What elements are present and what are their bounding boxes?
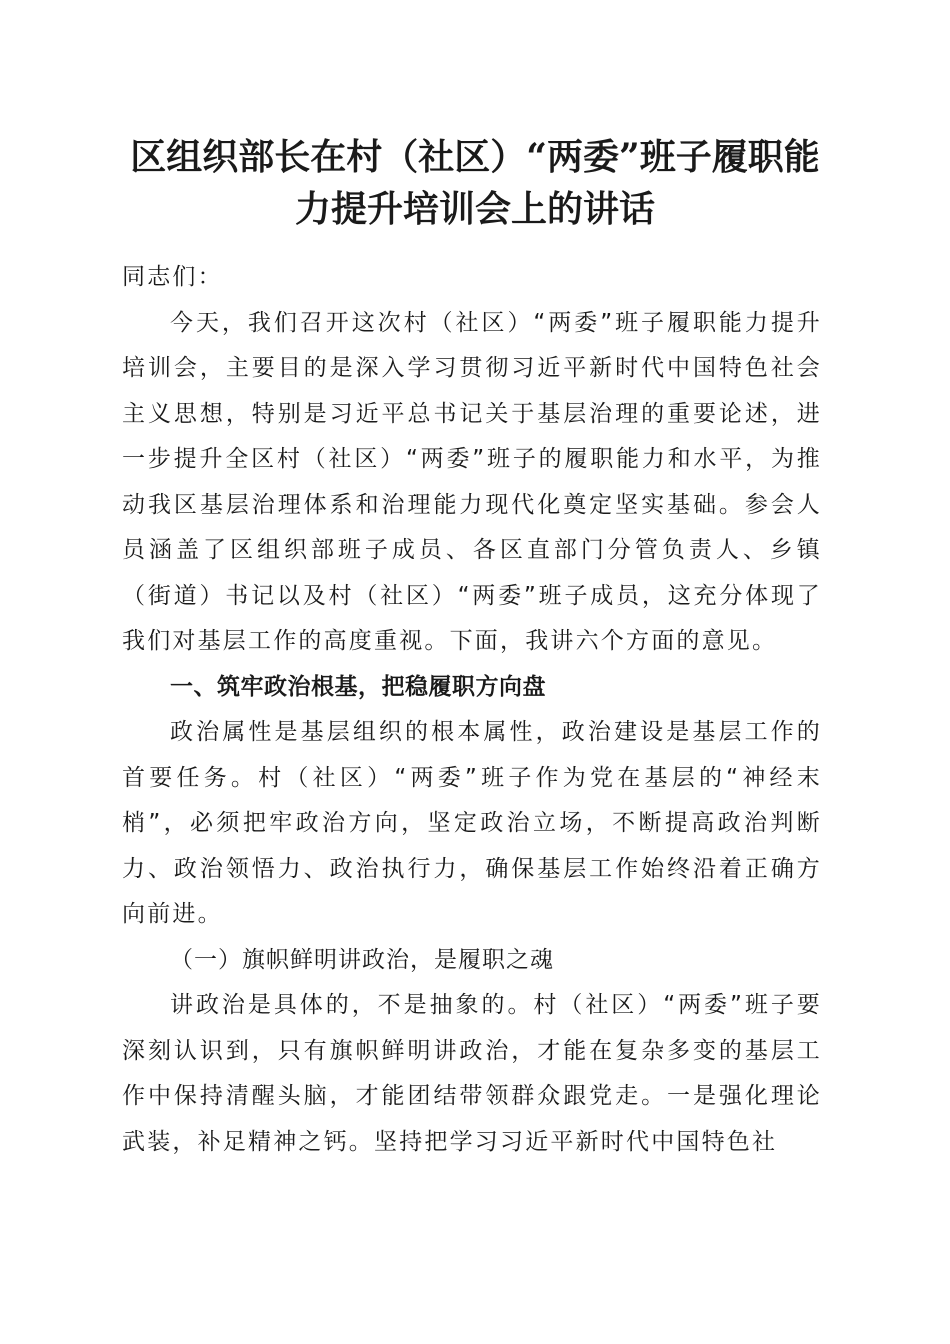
intro-paragraph: 今天，我们召开这次村（社区）“两委”班子履职能力提升培训会，主要目的是深入学习贯彻习近平新时代中国特色社会主义思想，特别是习近平总书记关于基层治理的重要论述，进一步提升全区村（社区）“两委”班子的履职能力和水平，为推动我区基层治理体系和治理能力现代化奠定坚实基础。参会人员涵盖了区组织部班子成员、各区直部门分管负责人、乡镇（街道）书记以及村（社区）“两委”班子成员，这充分体现了我们对基层工作的高度重视。下面，我讲六个方面的意见。: [122, 309, 822, 654]
title-line-1: 区组织部长在村（社区）“两委”班子履职能: [130, 136, 820, 178]
section-heading-1: 一、筑牢政治根基，把稳履职方向盘: [170, 673, 546, 700]
document-body: [122, 255, 822, 1165]
salutation: 同志们：: [122, 264, 223, 290]
section-1-paragraph: 政治属性是基层组织的根本属性，政治建设是基层工作的首要任务。村（社区）“两委”班子作为党在基层的“神经末梢”，必须把牢政治方向，坚定政治立场，不断提高政治判断力、政治领悟力、政治执行力，确保基层工作始终沿着正确方向前进。: [122, 719, 822, 927]
subsection-1-paragraph: 讲政治是具体的，不是抽象的。村（社区）“两委”班子要深刻认识到，只有旗帜鲜明讲政治，才能在复杂多变的基层工作中保持清醒头脑，才能团结带领群众跟党走。一是强化理论武装，补足精神之钙。坚持把学习习近平新时代中国特色社: [122, 992, 822, 1155]
subsection-heading-1: （一）旗帜鲜明讲政治，是履职之魂: [170, 946, 554, 973]
document-title: [100, 131, 850, 235]
title-line-2: 力提升培训会上的讲话: [294, 188, 655, 230]
